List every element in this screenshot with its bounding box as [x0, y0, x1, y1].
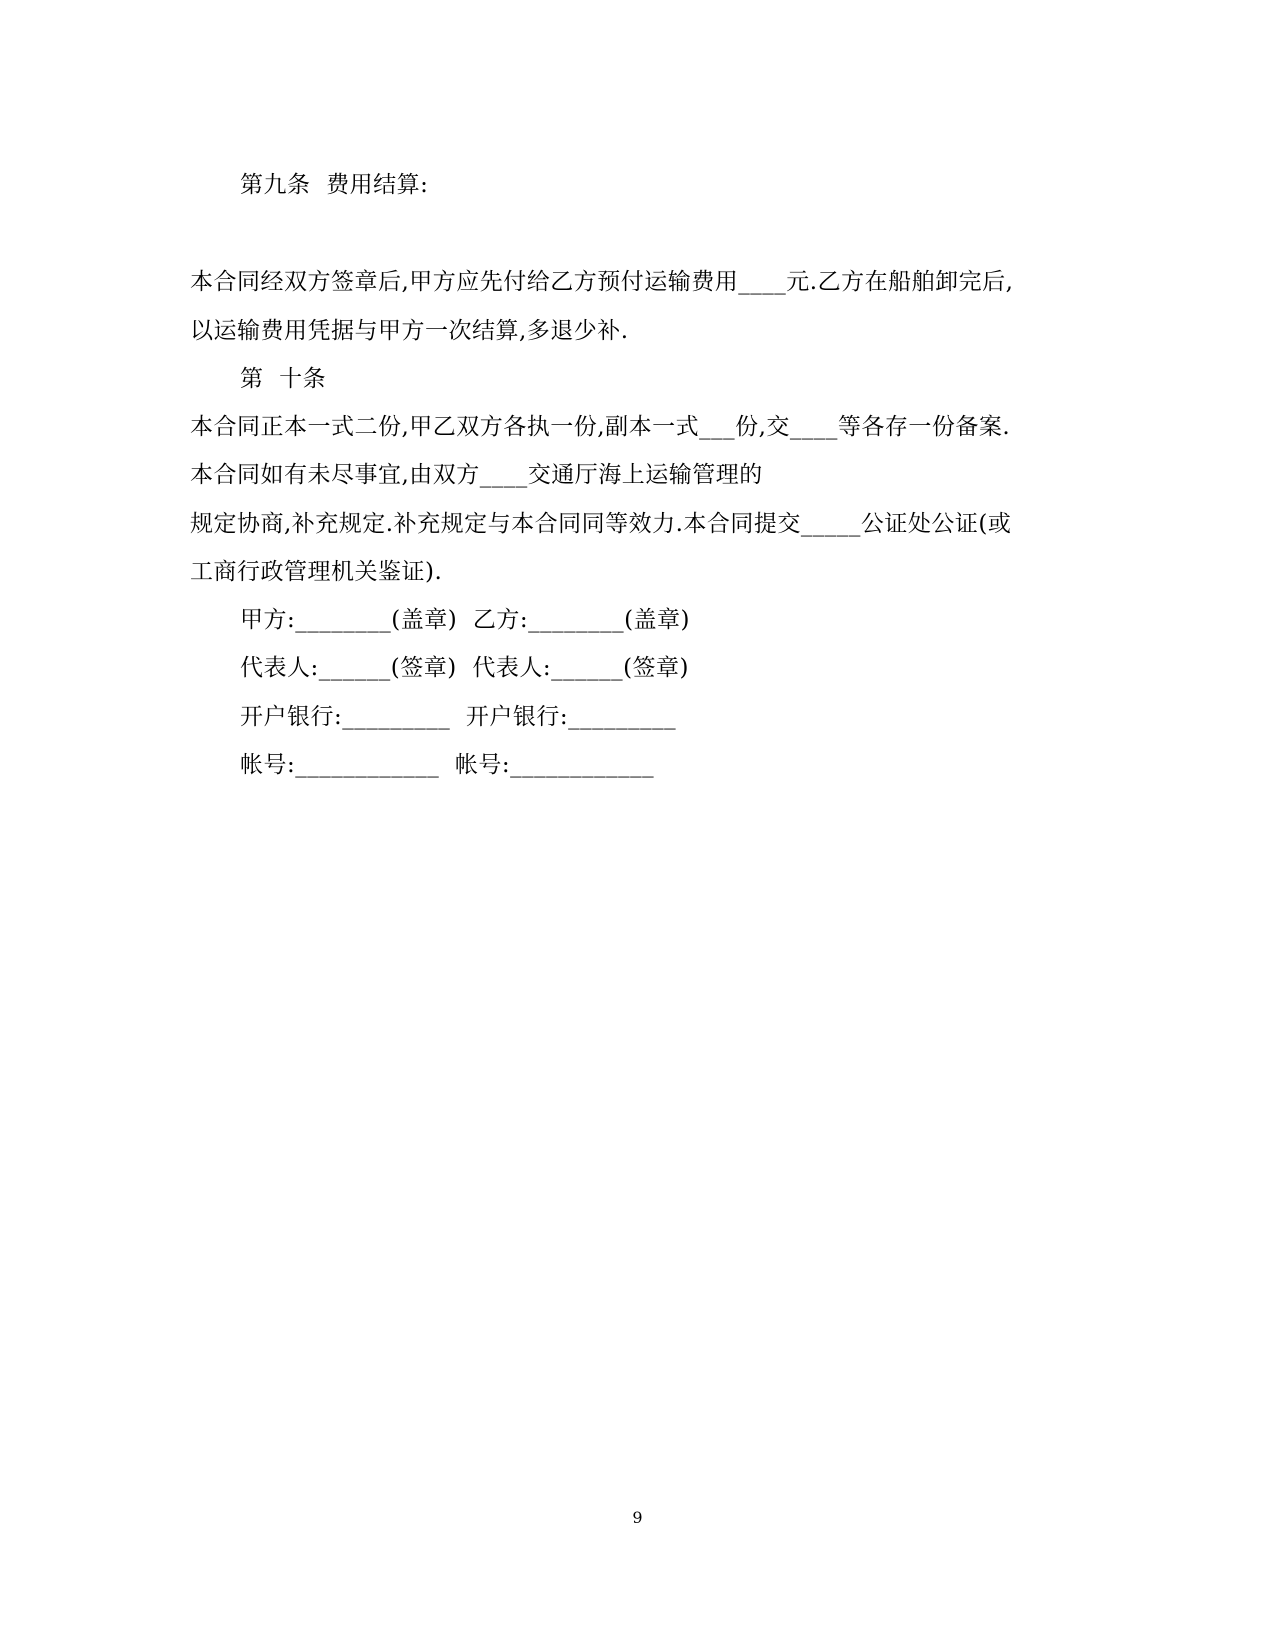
- page-number: 9: [632, 1508, 643, 1527]
- article-9-text-line-2: 以运输费用凭据与甲方一次结算,多退少补.: [190, 318, 629, 344]
- signature-account-line: 帐号:____________ 帐号:____________: [240, 752, 655, 778]
- article-10-text-line-1: 本合同正本一式二份,甲乙双方各执一份,副本一式___份,交____等各存一份备案.: [190, 414, 1011, 440]
- article-10-text-line-3: 规定协商,补充规定.补充规定与本合同同等效力.本合同提交_____公证处公证(或: [190, 511, 1012, 537]
- signature-bank-line: 开户银行:_________ 开户银行:_________: [240, 704, 677, 730]
- signature-party-line: 甲方:________(盖章) 乙方:________(盖章): [240, 607, 691, 633]
- article-10-heading: 第 十条: [240, 366, 327, 392]
- article-9-heading: 第九条 费用结算:: [240, 172, 429, 198]
- article-10-text-line-2: 本合同如有未尽事宜,由双方____交通厅海上运输管理的: [190, 462, 763, 488]
- article-10-text-line-4: 工商行政管理机关鉴证).: [190, 559, 443, 585]
- article-9-text-line-1: 本合同经双方签章后,甲方应先付给乙方预付运输费用____元.乙方在船舶卸完后,: [190, 269, 1014, 295]
- signature-representative-line: 代表人:______(签章) 代表人:______(签章): [240, 655, 690, 681]
